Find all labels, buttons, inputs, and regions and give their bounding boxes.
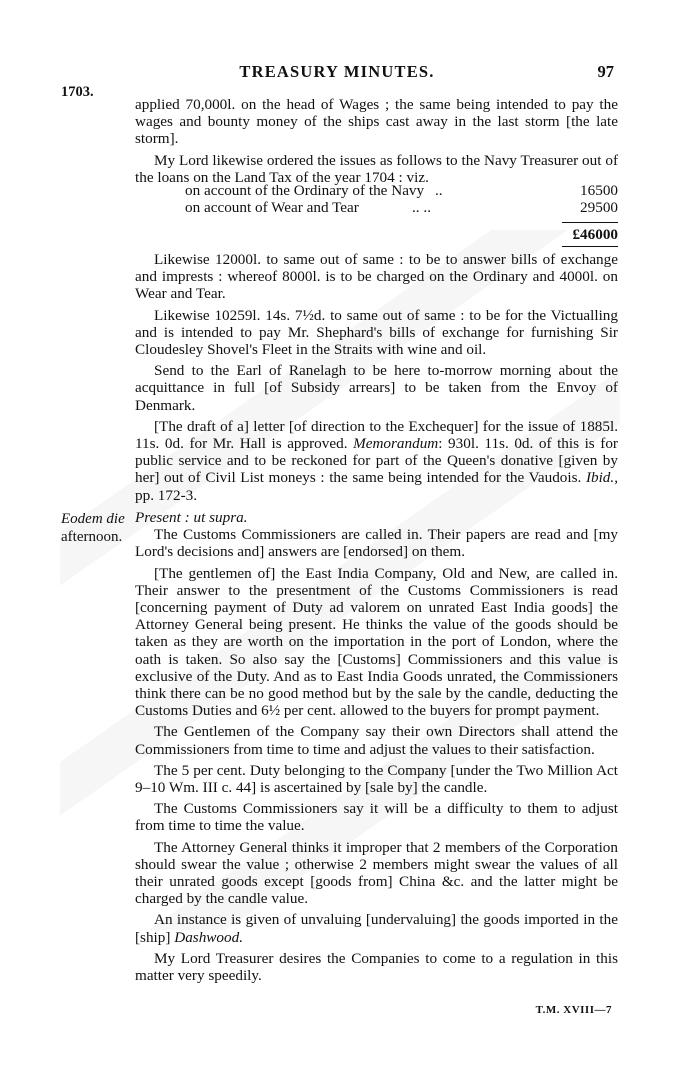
year-margin-note: 1703. xyxy=(61,84,94,100)
page-number: 97 xyxy=(597,62,614,81)
present-line: Present : ut supra. xyxy=(135,509,248,526)
paragraph: The Gentlemen of the Company say their own Directors shall attend the Commissioners from time to time and adjust the values to their satisfaction. xyxy=(135,723,618,758)
accounts-table xyxy=(135,182,618,250)
total-amount: £46000 xyxy=(572,226,618,244)
paragraph: Likewise 10259l. 14s. 7½d. to same out of same : to be for the Victualling and is intended to pay Mr. Shephard's bills of exchange for furnishing Sir Cloudesley Shovel's Fleet in the Straits with wine and oil. xyxy=(135,306,618,359)
paragraph: Likewise 12000l. to same out of same : to be to answer bills of exchange and imprests : whereof 8000l. is to be charged on the Ordinary and 4000l. on Wear and Tear. xyxy=(135,251,618,303)
account-row xyxy=(135,199,618,216)
account-label: on account of Wear and Tear xyxy=(185,199,359,217)
side-note-date xyxy=(61,510,125,546)
signature-mark: T.M. XVIII—7 xyxy=(535,1004,612,1016)
paragraph: My Lord Treasurer desires the Companies to come to a regulation in this matter very speedily. xyxy=(135,949,618,985)
side-note-line: afternoon. xyxy=(61,529,123,545)
section-1-opening xyxy=(135,96,618,186)
ship-name: Dashwood. xyxy=(174,928,244,946)
account-amount: 29500 xyxy=(580,199,618,217)
account-row xyxy=(135,182,618,199)
section-1-body xyxy=(135,251,618,504)
paragraph xyxy=(135,418,618,504)
total-rule-bottom xyxy=(562,246,618,247)
paragraph: The Attorney General thinks it improper that 2 members of the Corporation should swear the value ; otherwise 2 members might swear the values of all their unrated goods except [goods from] China &c. and the latter might be charged by the candle value. xyxy=(135,838,618,908)
running-title: TREASURY MINUTES. xyxy=(239,62,435,81)
leader-dots: .. xyxy=(435,182,443,199)
paragraph: Send to the Earl of Ranelagh to be here to-morrow morning about the acquittance in full [of Subsidy arrears] to be taken from the Envoy of Denmark. xyxy=(135,362,618,414)
total-rule xyxy=(562,222,618,223)
paragraph: The Customs Commissioners say it will be a difficulty to them to adjust from time to time the value. xyxy=(135,800,618,835)
paragraph-text: [The draft of a] letter [of direction to the Exchequer] for the issue of 1885l. 11s. 0d. for Mr. Hall is approved. xyxy=(135,417,618,453)
paragraph: [The gentlemen of] the East India Company, Old and New, are called in. Their answer to the presentment of the Customs Commissioners is read [concerning payment of Duty ad valorem on unrated East India goods] the Attorney General being present. He thinks the value of the goods should be taken as they are worth on the importation in the port of London, where the oath is taken. So also say the [Customs] Commissioners and this value is exclusive of the Duty. And as to East India Goods unrated, the Commissioners think there can be no good method but by the sale by the candle, deducting the Customs Duties and 6½ per cent. allowed to the buyers for prompt payment. xyxy=(135,564,618,720)
paragraph: The Customs Commissioners are called in. Their papers are read and [my Lord's decisions and] answers are [endorsed] on them. xyxy=(135,526,618,561)
account-label: on account of the Ordinary of the Navy xyxy=(185,182,425,199)
paragraph: applied 70,000l. on the head of Wages ; the same being intended to pay the wages and bounty money of the ships cast away in the last storm [the late storm]. xyxy=(135,96,618,148)
ibid-ref: Ibid. xyxy=(585,469,615,487)
total-block xyxy=(135,222,618,250)
side-note-line: Eodem die xyxy=(61,511,125,527)
account-amount: 16500 xyxy=(580,182,618,199)
section-2-body xyxy=(135,509,618,984)
paragraph: The 5 per cent. Duty belonging to the Company [under the Two Million Act 9–10 Wm. III c. 44] is ascertained by [sale by] the candle. xyxy=(135,761,618,797)
paragraph-text: : 930l. 11s. 0d. of this is for public service and to be reckoned for part of the Queen's donative [given by her] out of Civil List moneys : the same being intended for the Vaudois. xyxy=(135,435,618,487)
memorandum-label: Memorandum xyxy=(353,435,439,453)
paragraph: My Lord likewise ordered the issues as follows to the Navy Treasurer out of the loans on the Land Tax of the year 1704 : viz. xyxy=(135,151,618,186)
page-header xyxy=(0,62,674,86)
page-ref: , pp. 172-3. xyxy=(135,469,618,504)
leader-dots: .. .. xyxy=(412,199,431,217)
paragraph-text: An instance is given of unvaluing [undervaluing] the goods imported in the [ship] xyxy=(135,911,618,946)
paragraph xyxy=(135,911,618,945)
